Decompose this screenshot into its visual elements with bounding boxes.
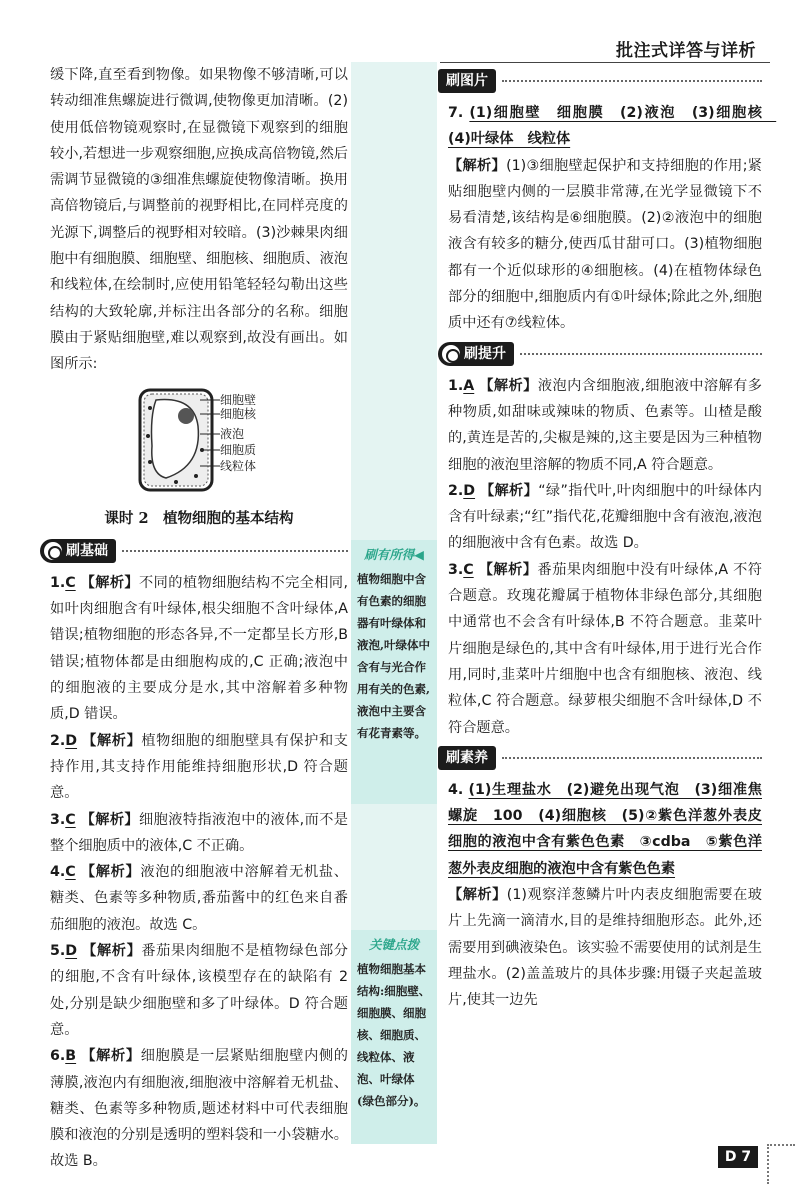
- section-badge-literacy: [438, 745, 762, 771]
- figure-item-7-analysis: [448, 153, 762, 337]
- basic-item-2: [50, 728, 348, 807]
- side-note-1: [351, 540, 437, 804]
- item-answer: C: [65, 864, 76, 881]
- analysis-tag: 【解析】: [448, 157, 507, 174]
- improve-item-2: [448, 478, 762, 557]
- item-number: 3.: [448, 561, 464, 578]
- item-7-answer: (1)细胞壁 细胞膜 (2)液泡 (3)细胞核 (4)叶绿体 线粒体: [448, 105, 777, 148]
- corner-dots: [767, 1144, 795, 1184]
- item-number: 7.: [448, 105, 464, 121]
- badge-basic-label: 刷基础: [66, 542, 108, 559]
- item-text: 番茄果肉细胞不是植物绿色部分的细胞,不含有叶绿体,该模型存在的缺陷有 2 处,分别是缺少细胞壁和多了叶绿体。D 符合题意。: [50, 943, 348, 1038]
- header-rule: [440, 62, 770, 63]
- item-number: 3.: [50, 811, 66, 828]
- badge-figure: 刷图片: [438, 69, 496, 93]
- improve-item-1: [448, 373, 762, 478]
- intro-paragraph: 缓下降,直至看到物像。如果物像不够清晰,可以转动细准焦螺旋进行微调,使物像更加清晰。(2)使用低倍物镜观察时,在显微镜下观察到的细胞较小,若想进一步观察细胞,应换成高倍物镜,然后需调节显微镜的③细准焦螺旋使物像清晰。换用高倍物镜后,与调整前的视野相比,在同样亮度的光源下,调整后的视野相对较暗。(3)沙棘果肉细胞中有细胞膜、细胞壁、细胞核、细胞质、液泡和线粒体,在绘制时,应使用铅笔轻轻勾勒出这些结构的大致轮廓,并标注出各部分的名称。细胞膜由于紧贴细胞壁,难以观察到,故没有画出。如图所示:: [50, 67, 348, 373]
- item-number: 4.: [50, 864, 66, 881]
- badge-improve: [438, 342, 514, 366]
- section-badge-improve: [438, 341, 762, 367]
- item-text: 植物细胞的细胞壁具有保护和支持作用,其支持作用能维持细胞形状,D 符合题意。: [50, 732, 348, 802]
- improve-item-3: [448, 557, 762, 741]
- item-answer: D: [65, 732, 78, 749]
- dotted-divider: [520, 353, 762, 355]
- label-vacuole: 液泡: [220, 426, 245, 441]
- literacy-item-4: [448, 777, 762, 882]
- item-answer: A: [463, 377, 475, 394]
- basic-item-4: [50, 859, 348, 938]
- item-number: 1.: [448, 377, 464, 394]
- analysis-tag: 【解析】: [82, 732, 142, 749]
- dotted-divider: [502, 80, 762, 82]
- item-text: 细胞液特指液泡中的液体,而不是整个细胞质中的液体,C 不正确。: [50, 811, 348, 854]
- item-answer: D: [463, 482, 476, 499]
- item-answer: C: [463, 561, 474, 578]
- side-note-1-text: 植物细胞中含有色素的细胞器有叶绿体和液泡,叶绿体中含有与光合作用有关的色素,液泡中主要含有花青素等。: [357, 572, 431, 740]
- badge-basic: [40, 539, 116, 563]
- analysis-tag: 【解析】: [479, 482, 539, 499]
- label-cytoplasm: 细胞质: [220, 442, 257, 457]
- item-number: 5.: [50, 943, 66, 960]
- item-text: 细胞膜是一层紧贴细胞壁内侧的薄膜,液泡内有细胞液,细胞液中溶解着无机盐、糖类、色素等多种物质,题述材料中可代表细胞膜和液泡的分别是透明的塑料袋和一小袋糖水。故选 B。: [50, 1048, 348, 1170]
- section-badge-figure: [438, 68, 762, 94]
- side-note-2-head: 关键点拨: [368, 937, 419, 952]
- side-note-2: [351, 930, 437, 1144]
- label-mitochondria: 线粒体: [220, 458, 257, 473]
- literacy-item-4-analysis: [448, 882, 762, 1013]
- item-number: 1.: [50, 574, 66, 591]
- badge-improve-label: 刷提升: [464, 345, 506, 362]
- analysis-tag: 【解析】: [81, 1048, 141, 1065]
- right-column: [446, 64, 777, 1014]
- analysis-tag: 【解析】: [478, 561, 538, 578]
- item-answer: B: [65, 1048, 77, 1065]
- analysis-tag: 【解析】: [80, 574, 140, 591]
- basic-item-6: [50, 1043, 348, 1174]
- item-number: 6.: [50, 1048, 66, 1065]
- analysis-tag: 【解析】: [80, 864, 141, 881]
- plant-cell-figure: [50, 386, 348, 498]
- brush-icon: [442, 345, 460, 363]
- item-answer: D: [65, 943, 78, 960]
- dotted-divider: [502, 757, 762, 759]
- page-number: D 7: [718, 1146, 758, 1168]
- basic-item-1: [50, 570, 348, 728]
- analysis-tag: 【解析】: [479, 377, 538, 394]
- section-badge-basic: [40, 538, 348, 564]
- side-note-1-head: 刷有所得◀: [364, 547, 424, 562]
- item-text: (1)观察洋葱鳞片叶内表皮细胞需要在玻片上先滴一滴清水,目的是维持细胞形态。此外,还需要用到碘液染色。该实验不需要使用的试剂是生理盐水。(2)盖盖玻片的具体步骤:用镊子夹起盖玻片,使其一边先: [448, 887, 762, 1009]
- brush-icon: [44, 542, 62, 560]
- item-number: 2.: [50, 732, 66, 749]
- left-column: [50, 62, 348, 1175]
- item-text: “绿”指代叶,叶肉细胞中的叶绿体内含有叶绿素;“红”指代花,花瓣细胞中含有液泡,液泡的细胞液中含有色素。故选 D。: [448, 482, 762, 552]
- item-text: (1)③细胞壁起保护和支持细胞的作用;紧贴细胞壁内侧的一层膜非常薄,在光学显微镜下不易看清楚,该结构是⑥细胞膜。(2)②液泡中的细胞液含有较多的糖分,使西瓜甘甜可口。(3)植物细胞都有一个近似球形的④细胞核。(4)在植物体绿色部分的细胞中,细胞质内有①叶绿体;除此之外,细胞质中还有⑦线粒体。: [448, 157, 762, 332]
- item-number: 4.: [448, 781, 464, 798]
- analysis-tag: 【解析】: [80, 811, 140, 828]
- label-cell-wall: 细胞壁: [220, 392, 257, 407]
- item-answer: C: [65, 811, 76, 828]
- item-text: 不同的植物细胞结构不完全相同,如叶肉细胞含有叶绿体,根尖细胞不含叶绿体,A 错误;植物细胞的形态各异,不一定都呈长方形,B 错误;植物体都是由细胞构成的,C 正确;液泡中的细胞液的主要成分是水,其中溶解着多种物质,D 错误。: [50, 574, 348, 723]
- lesson-title: 课时 2 植物细胞的基本结构: [104, 509, 294, 527]
- item-number: 2.: [448, 482, 464, 499]
- figure-item-7: [448, 100, 777, 153]
- item-4-answer: (1)生理盐水 (2)避免出现气泡 (3)细准焦螺旋 100 (4)细胞核 (5)②紫色洋葱外表皮细胞的液泡中含有紫色色素 ③cdba ⑤紫色洋葱外表皮细胞的液泡中含有紫色色素: [448, 781, 762, 877]
- basic-item-3: [50, 807, 348, 860]
- badge-literacy: 刷素养: [438, 746, 496, 770]
- label-nucleus: 细胞核: [220, 406, 257, 421]
- analysis-tag: 【解析】: [448, 887, 507, 904]
- analysis-tag: 【解析】: [82, 943, 142, 960]
- side-note-2-text: 植物细胞基本结构:细胞壁、细胞膜、细胞核、细胞质、线粒体、液泡、叶绿体(绿色部分)。: [357, 962, 431, 1108]
- item-text: 液泡内含细胞液,细胞液中溶解有多种物质,如甜味或辣味的物质、色素等。山楂是酸的,黄连是苦的,尖椒是辣的,这主要是因为三种植物细胞的液泡里溶解的物质不同,A 符合题意。: [448, 377, 762, 473]
- page-header-title: 批注式详答与详析: [616, 41, 756, 61]
- item-answer: C: [65, 574, 76, 591]
- basic-item-5: [50, 938, 348, 1043]
- item-text: 番茄果肉细胞中没有叶绿体,A 不符合题意。玫瑰花瓣属于植物体非绿色部分,其细胞中通常也不会含有叶绿体,B 不符合题意。韭菜叶片细胞是绿色的,其中含有叶绿体,用于进行光合作用,同时,韭菜叶片细胞中也含有细胞核、液泡、线粒体,C 符合题意。绿萝根尖细胞不含叶绿体,D 不符合题意。: [448, 561, 762, 736]
- item-text: 液泡的细胞液中溶解着无机盐、糖类、色素等多种物质,番茄酱中的红色来自番茄细胞的液泡。故选 C。: [50, 864, 348, 933]
- dotted-divider: [122, 550, 348, 552]
